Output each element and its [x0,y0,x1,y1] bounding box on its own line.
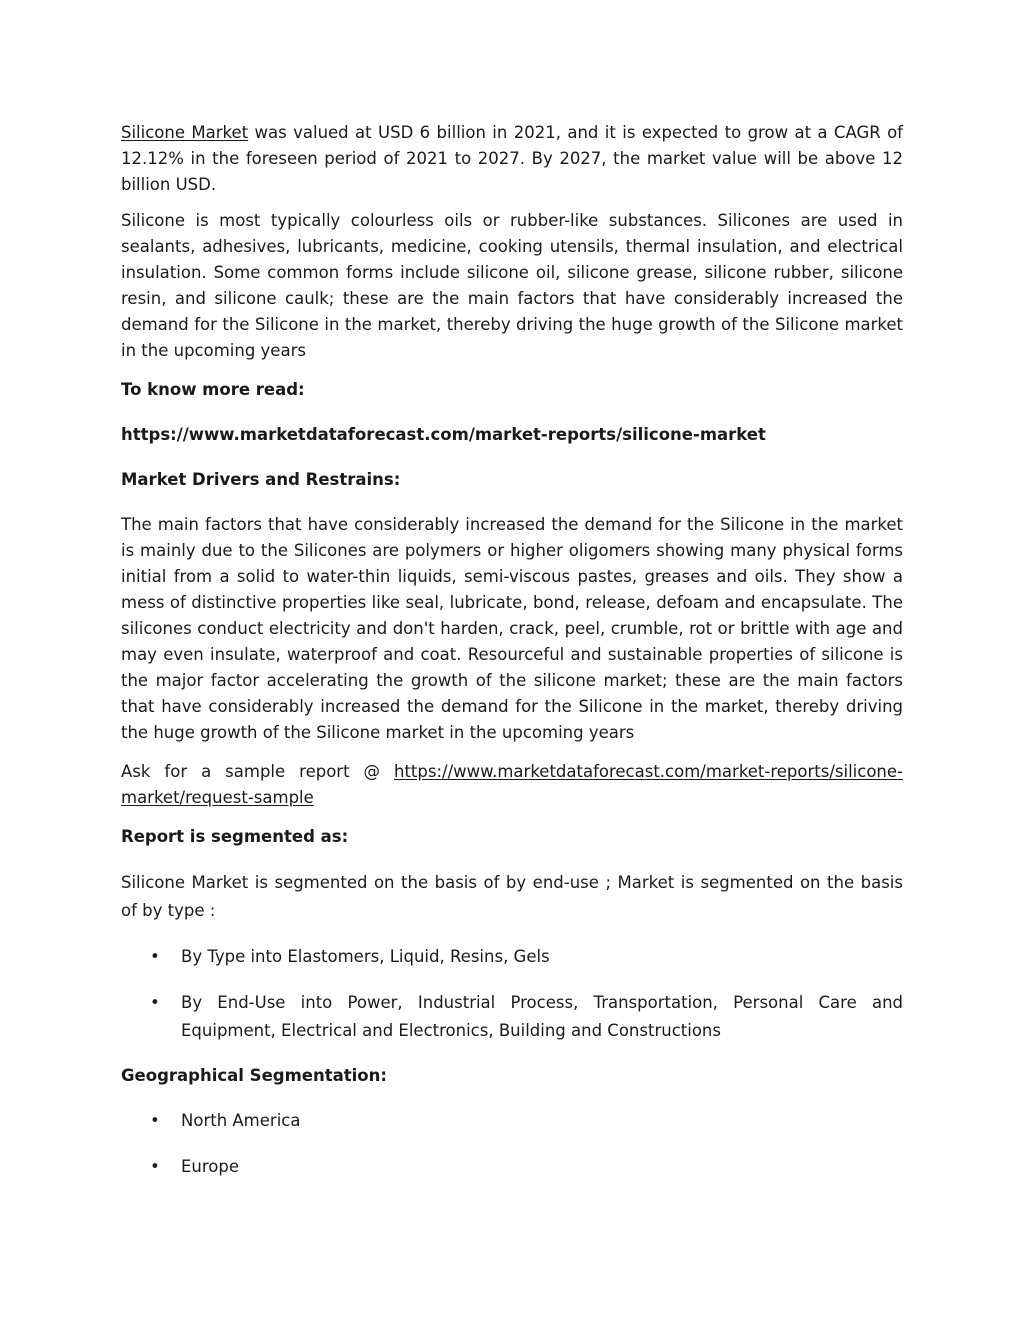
sample-report-link[interactable]: https://www.marketdataforecast.com/market-reports/silicone-market/request-sample [121,762,903,807]
bullet-icon: • [150,1111,160,1130]
sample-prefix: Ask for a sample report @ [121,762,394,781]
region-europe: Europe [181,1157,240,1176]
intro-paragraph [121,120,903,198]
list-item [121,1107,903,1135]
know-more-heading: To know more read: [121,380,305,399]
list-item [121,943,903,971]
list-item [121,989,903,1045]
bullet-icon: • [150,1157,160,1176]
region-list [121,1107,903,1181]
silicone-market-link[interactable]: Silicone Market [121,123,249,142]
bullet-icon: • [150,947,160,966]
segmented-paragraph: Silicone Market is segmented on the basis of by end-use ; Market is segmented on the basis of by type : [121,873,903,920]
sample-paragraph [121,759,903,811]
segment-end-use-text: By End-Use into Power, Industrial Process, Transportation, Personal Care and Equipment, Electrical and Electronics, Building and Constructions [181,993,903,1040]
segmented-heading: Report is segmented as: [121,827,349,846]
geo-heading: Geographical Segmentation: [121,1066,387,1085]
drivers-heading: Market Drivers and Restrains: [121,470,401,489]
segment-list [121,943,903,1045]
region-north-america: North America [181,1111,301,1130]
intro-text: was valued at USD 6 billion in 2021, and it is expected to grow at a CAGR of 12.12% in the foreseen period of 2021 to 2027. By 2027, the market value will be above 12 billion USD. [121,123,903,194]
document-body [121,120,903,1199]
bullet-icon: • [150,993,160,1012]
overview-paragraph: Silicone is most typically colourless oils or rubber-like substances. Silicones are used in sealants, adhesives, lubricants, medicine, cooking utensils, thermal insulation, and electrical insulation. Some common forms include silicone oil, silicone grease, silicone rubber, silicone resin, and silicone caulk; these are the main factors that have considerably increased the demand for the Silicone in the market, thereby driving the huge growth of the Silicone market in the upcoming years [121,211,903,360]
list-item [121,1153,903,1181]
segment-type-text: By Type into Elastomers, Liquid, Resins, Gels [181,947,550,966]
know-more-url: https://www.marketdataforecast.com/market-reports/silicone-market [121,425,766,444]
drivers-paragraph: The main factors that have considerably increased the demand for the Silicone in the market is mainly due to the Silicones are polymers or higher oligomers showing many physical forms initial from a solid to water-thin liquids, semi-viscous pastes, greases and oils. They show a mess of distinctive properties like seal, lubricate, bond, release, defoam and encapsulate. The silicones conduct electricity and don't harden, crack, peel, crumble, rot or brittle with age and may even insulate, waterproof and coat. Resourceful and sustainable properties of silicone is the major factor accelerating the growth of the silicone market; these are the main factors that have considerably increased the demand for the Silicone in the market, thereby driving the huge growth of the Silicone market in the upcoming years [121,515,903,742]
